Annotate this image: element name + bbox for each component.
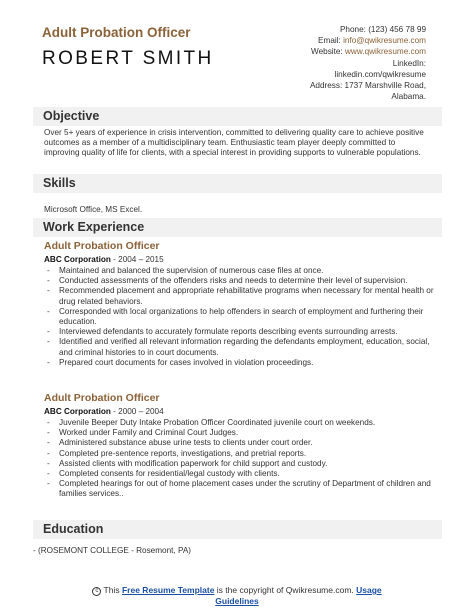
job-bullets [44, 266, 434, 368]
list-item: - Assisted clients with modification paperwork for child support and custody. [47, 458, 328, 468]
job-bullets [44, 418, 434, 500]
job-title: Adult Probation Officer [44, 240, 160, 252]
job-title: Adult Probation Officer [44, 392, 160, 404]
objective-section [33, 107, 442, 159]
list-item: - Maintained and balanced the supervision of numerous case files at once. [47, 266, 324, 275]
list-item: - Completed pre-sentence reports, investigations, and pretrial reports. [47, 448, 307, 458]
objective-text: Over 5+ years of experience in crisis intervention, committed to delivering quality care to achieve positive outcomes as a member of a multidisciplinary team. Enthusiastic team player deeply committed to improving quality of life for clients, with a special interest in providing supports to vulnerable populations. [44, 128, 424, 158]
job-entry [44, 392, 434, 500]
email-link[interactable]: info@qwikresume.com [343, 36, 426, 46]
skills-heading: Skills [33, 174, 442, 193]
list-item: - Prepared court documents for cases involved in violation proceedings. [47, 357, 314, 367]
resume-job-title: Adult Probation Officer [42, 25, 191, 40]
education-heading: Education [33, 520, 442, 539]
contact-website: Website: www.qwikresume.com [311, 47, 426, 57]
job-entry [44, 240, 434, 368]
contact-address-line2: Alabama. [391, 92, 426, 102]
website-link[interactable]: www.qwikresume.com [345, 47, 426, 57]
education-section [33, 520, 442, 556]
list-item: - Conducted assessments of the offenders risks and needs to determine their level of supervision. [47, 276, 408, 286]
list-item: - Juvenile Beeper Duty Intake Probation Officer Coordinated juvenile court on weekends. [47, 418, 376, 427]
work-heading: Work Experience [33, 218, 442, 237]
contact-block [310, 24, 426, 102]
education-text: - (ROSEMONT COLLEGE - Rosemont, PA) [33, 546, 192, 555]
list-item: - Recommended placement and appropriate rehabilitative programs when necessary for mental health or drug related behaviors. [47, 286, 434, 306]
candidate-name: ROBERT SMITH [42, 48, 214, 69]
list-item: - Completed hearings for out of home placement cases under the scrutiny of Department of children and families services.. [47, 479, 431, 499]
list-item: - Administered substance abuse urine tests to clients under court order. [47, 438, 313, 448]
usage-guidelines-link[interactable]: Usage [356, 585, 382, 595]
contact-phone: Phone: (123) 456 78 99 [339, 25, 426, 34]
linkedin-link[interactable]: linkedin.com/qwikresume [334, 69, 426, 79]
usage-guidelines-link-cont[interactable]: Guidelines [215, 596, 259, 606]
list-item: - Corresponded with local organizations to help offenders in search of employment and furthering their education. [47, 306, 424, 327]
skills-text: Microsoft Office, MS Excel. [44, 205, 143, 214]
list-item: - Worked under Family and Criminal Court Judges. [47, 428, 239, 438]
copyright-icon: c [92, 587, 101, 596]
objective-heading: Objective [33, 107, 442, 126]
work-section [33, 218, 442, 237]
skills-section [33, 174, 442, 215]
list-item: - Interviewed defendants to accurately formulate reports describing events surrounding arrests. [47, 327, 398, 337]
job-company: ABC Corporation - 2004 – 2015 [44, 255, 164, 264]
copyright-footer: c This Free Resume Template is the copyright of Qwikresume.com. Usage Guidelines [0, 585, 474, 607]
free-resume-template-link[interactable]: Free Resume Template [121, 585, 215, 595]
list-item: - Completed consents for residential/legal custody with clients. [47, 469, 280, 479]
list-item: - Identified and verified all relevant information regarding the defendants employment, education, social, and criminal histories to in court documents. [47, 337, 430, 357]
job-company: ABC Corporation - 2000 – 2004 [44, 407, 164, 416]
contact-address: Address: 1737 Marshville Road, [309, 81, 426, 91]
contact-linkedin-label: LinkedIn: [392, 58, 426, 68]
contact-email: Email: info@qwikresume.com [318, 36, 426, 46]
